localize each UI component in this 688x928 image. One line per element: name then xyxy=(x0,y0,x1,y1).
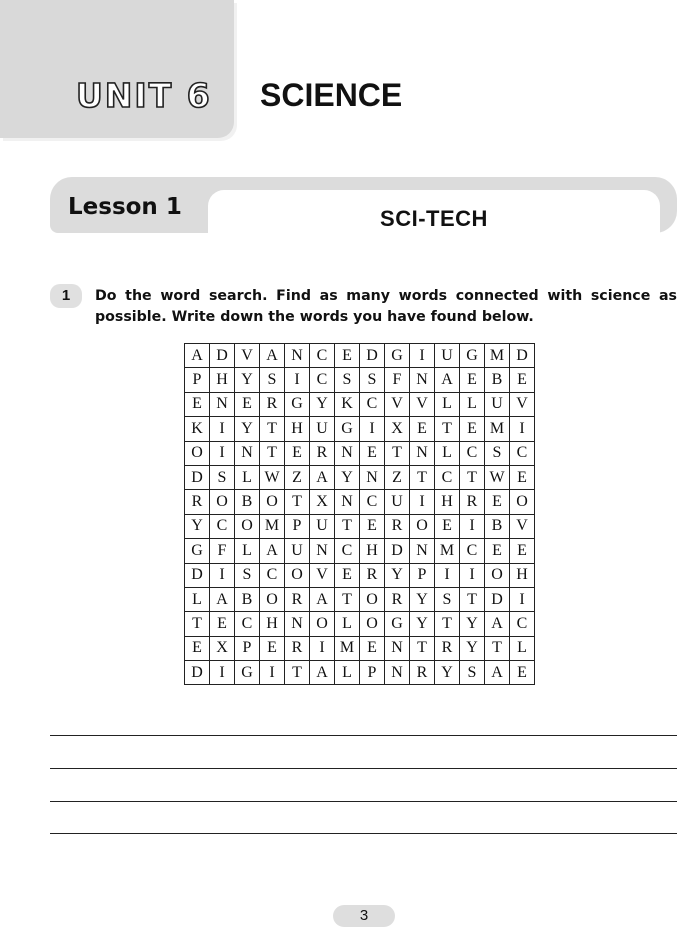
grid-letter[interactable]: V xyxy=(310,563,335,587)
grid-letter[interactable]: O xyxy=(285,563,310,587)
grid-row xyxy=(185,368,535,392)
grid-letter[interactable]: R xyxy=(260,392,285,416)
grid-letter[interactable]: I xyxy=(210,441,235,465)
grid-letter[interactable]: B xyxy=(485,514,510,538)
grid-row xyxy=(185,344,535,368)
grid-letter[interactable]: Y xyxy=(185,514,210,538)
grid-letter[interactable]: N xyxy=(235,441,260,465)
grid-letter[interactable]: T xyxy=(410,465,435,489)
grid-letter[interactable]: X xyxy=(385,417,410,441)
grid-letter[interactable]: L xyxy=(235,539,260,563)
grid-letter[interactable]: L xyxy=(335,612,360,636)
grid-letter[interactable]: Z xyxy=(385,465,410,489)
grid-letter[interactable]: V xyxy=(510,392,535,416)
grid-letter[interactable]: E xyxy=(460,417,485,441)
grid-letter[interactable]: E xyxy=(185,636,210,660)
grid-letter[interactable]: T xyxy=(335,514,360,538)
grid-letter[interactable]: T xyxy=(410,636,435,660)
grid-letter[interactable]: R xyxy=(360,563,385,587)
grid-letter[interactable]: U xyxy=(435,344,460,368)
grid-letter[interactable]: L xyxy=(460,392,485,416)
grid-letter[interactable]: L xyxy=(185,587,210,611)
grid-letter[interactable]: U xyxy=(310,417,335,441)
grid-row xyxy=(185,539,535,563)
grid-letter[interactable]: V xyxy=(385,392,410,416)
grid-row xyxy=(185,587,535,611)
grid-letter[interactable]: B xyxy=(235,587,260,611)
grid-letter[interactable]: U xyxy=(310,514,335,538)
grid-letter[interactable]: I xyxy=(360,417,385,441)
grid-letter[interactable]: I xyxy=(310,636,335,660)
grid-row xyxy=(185,465,535,489)
grid-letter[interactable]: E xyxy=(510,465,535,489)
grid-letter[interactable]: C xyxy=(235,612,260,636)
grid-letter[interactable]: T xyxy=(335,587,360,611)
exercise-number: 1 xyxy=(50,284,82,308)
answer-line[interactable] xyxy=(50,768,677,769)
grid-letter[interactable]: V xyxy=(510,514,535,538)
grid-letter[interactable]: N xyxy=(385,661,410,685)
grid-letter[interactable]: R xyxy=(460,490,485,514)
grid-letter[interactable]: P xyxy=(285,514,310,538)
grid-letter[interactable]: A xyxy=(185,344,210,368)
grid-letter[interactable]: O xyxy=(260,587,285,611)
grid-letter[interactable]: L xyxy=(435,441,460,465)
grid-letter[interactable]: H xyxy=(360,539,385,563)
grid-letter[interactable]: D xyxy=(510,344,535,368)
grid-letter[interactable]: S xyxy=(360,368,385,392)
grid-letter[interactable]: Z xyxy=(285,465,310,489)
grid-letter[interactable]: M xyxy=(485,344,510,368)
grid-letter[interactable]: I xyxy=(410,490,435,514)
unit-tab xyxy=(0,0,234,138)
grid-letter[interactable]: O xyxy=(410,514,435,538)
grid-letter[interactable]: W xyxy=(260,465,285,489)
grid-letter[interactable]: O xyxy=(485,563,510,587)
grid-letter[interactable]: Y xyxy=(460,636,485,660)
grid-letter[interactable]: I xyxy=(210,563,235,587)
grid-letter[interactable]: H xyxy=(285,417,310,441)
grid-letter[interactable]: D xyxy=(385,539,410,563)
grid-letter[interactable]: Y xyxy=(235,417,260,441)
grid-letter[interactable]: Y xyxy=(385,563,410,587)
grid-letter[interactable]: S xyxy=(435,587,460,611)
grid-letter[interactable]: G xyxy=(385,612,410,636)
word-search-grid xyxy=(184,343,535,685)
unit-subject: SCIENCE xyxy=(260,77,403,113)
grid-letter[interactable]: R xyxy=(310,441,335,465)
grid-letter[interactable]: C xyxy=(360,392,385,416)
grid-letter[interactable]: B xyxy=(485,368,510,392)
grid-row xyxy=(185,392,535,416)
grid-letter[interactable]: C xyxy=(510,612,535,636)
grid-letter[interactable]: E xyxy=(285,441,310,465)
grid-letter[interactable]: E xyxy=(510,539,535,563)
grid-letter[interactable]: E xyxy=(485,539,510,563)
grid-letter[interactable]: P xyxy=(360,661,385,685)
grid-letter[interactable]: Y xyxy=(335,465,360,489)
grid-letter[interactable]: Y xyxy=(435,661,460,685)
grid-letter[interactable]: F xyxy=(385,368,410,392)
grid-letter[interactable]: Y xyxy=(235,368,260,392)
grid-row xyxy=(185,490,535,514)
page-number: 3 xyxy=(333,905,395,927)
grid-letter[interactable]: H xyxy=(510,563,535,587)
grid-letter[interactable]: T xyxy=(385,441,410,465)
grid-letter[interactable]: O xyxy=(235,514,260,538)
grid-letter[interactable]: K xyxy=(185,417,210,441)
grid-letter[interactable]: N xyxy=(210,392,235,416)
grid-letter[interactable]: U xyxy=(485,392,510,416)
grid-letter[interactable]: R xyxy=(435,636,460,660)
grid-letter[interactable]: F xyxy=(210,539,235,563)
grid-letter[interactable]: I xyxy=(510,417,535,441)
grid-letter[interactable]: I xyxy=(285,368,310,392)
grid-letter[interactable]: X xyxy=(310,490,335,514)
grid-letter[interactable]: U xyxy=(285,539,310,563)
grid-letter[interactable]: O xyxy=(260,490,285,514)
grid-letter[interactable]: P xyxy=(185,368,210,392)
grid-letter[interactable]: H xyxy=(435,490,460,514)
grid-letter[interactable]: H xyxy=(260,612,285,636)
grid-letter[interactable]: T xyxy=(460,465,485,489)
grid-letter[interactable]: G xyxy=(185,539,210,563)
grid-letter[interactable]: G xyxy=(460,344,485,368)
grid-row xyxy=(185,514,535,538)
answer-line[interactable] xyxy=(50,801,677,802)
grid-letter[interactable]: I xyxy=(210,661,235,685)
grid-letter[interactable]: Y xyxy=(410,612,435,636)
grid-letter[interactable]: R xyxy=(285,636,310,660)
grid-letter[interactable]: A xyxy=(435,368,460,392)
grid-letter[interactable]: S xyxy=(210,465,235,489)
grid-letter[interactable]: R xyxy=(385,514,410,538)
grid-letter[interactable]: O xyxy=(360,587,385,611)
grid-letter[interactable]: G xyxy=(285,392,310,416)
grid-letter[interactable]: T xyxy=(260,441,285,465)
grid-row xyxy=(185,612,535,636)
grid-letter[interactable]: T xyxy=(285,490,310,514)
grid-letter[interactable]: A xyxy=(210,587,235,611)
grid-letter[interactable]: C xyxy=(310,344,335,368)
grid-letter[interactable]: A xyxy=(485,612,510,636)
grid-letter[interactable]: N xyxy=(285,344,310,368)
grid-letter[interactable]: X xyxy=(210,636,235,660)
grid-letter[interactable]: D xyxy=(360,344,385,368)
grid-letter[interactable]: E xyxy=(460,368,485,392)
grid-letter[interactable]: N xyxy=(335,441,360,465)
grid-letter[interactable]: M xyxy=(260,514,285,538)
grid-letter[interactable]: T xyxy=(485,636,510,660)
grid-letter[interactable]: D xyxy=(185,661,210,685)
grid-letter[interactable]: L xyxy=(510,636,535,660)
grid-letter[interactable]: N xyxy=(285,612,310,636)
grid-letter[interactable]: A xyxy=(260,539,285,563)
grid-letter[interactable]: N xyxy=(410,368,435,392)
grid-letter[interactable]: D xyxy=(185,563,210,587)
grid-letter[interactable]: R xyxy=(410,661,435,685)
grid-letter[interactable]: E xyxy=(235,392,260,416)
grid-letter[interactable]: U xyxy=(385,490,410,514)
grid-letter[interactable]: L xyxy=(435,392,460,416)
grid-letter[interactable]: I xyxy=(210,417,235,441)
unit-title: UNIT 6 xyxy=(76,76,212,115)
grid-letter[interactable]: R xyxy=(385,587,410,611)
grid-letter[interactable]: O xyxy=(185,441,210,465)
grid-letter[interactable]: T xyxy=(185,612,210,636)
grid-letter[interactable]: S xyxy=(485,441,510,465)
grid-letter[interactable]: D xyxy=(185,465,210,489)
grid-letter[interactable]: A xyxy=(310,661,335,685)
answer-line[interactable] xyxy=(50,735,677,736)
grid-letter[interactable]: O xyxy=(510,490,535,514)
grid-letter[interactable]: S xyxy=(460,661,485,685)
grid-letter[interactable]: E xyxy=(510,368,535,392)
grid-letter[interactable]: A xyxy=(485,661,510,685)
grid-letter[interactable]: V xyxy=(235,344,260,368)
grid-letter[interactable]: S xyxy=(260,368,285,392)
grid-letter[interactable]: E xyxy=(485,490,510,514)
grid-letter[interactable]: R xyxy=(285,587,310,611)
grid-row xyxy=(185,441,535,465)
grid-letter[interactable]: G xyxy=(385,344,410,368)
lesson-name: SCI-TECH xyxy=(380,206,488,231)
grid-letter[interactable]: S xyxy=(335,368,360,392)
grid-letter[interactable]: B xyxy=(235,490,260,514)
grid-letter[interactable]: C xyxy=(310,368,335,392)
grid-letter[interactable]: E xyxy=(335,344,360,368)
lesson-label: Lesson 1 xyxy=(68,194,182,220)
grid-letter[interactable]: P xyxy=(410,563,435,587)
grid-letter[interactable]: E xyxy=(360,636,385,660)
grid-letter[interactable]: W xyxy=(485,465,510,489)
grid-letter[interactable]: N xyxy=(385,636,410,660)
grid-letter[interactable]: C xyxy=(260,563,285,587)
grid-letter[interactable]: E xyxy=(210,612,235,636)
grid-letter[interactable]: I xyxy=(435,563,460,587)
grid-row xyxy=(185,636,535,660)
answer-line[interactable] xyxy=(50,833,677,834)
grid-letter[interactable]: C xyxy=(335,539,360,563)
grid-letter[interactable]: E xyxy=(435,514,460,538)
grid-letter[interactable]: Y xyxy=(310,392,335,416)
grid-letter[interactable]: N xyxy=(310,539,335,563)
grid-letter[interactable]: A xyxy=(310,587,335,611)
grid-letter[interactable]: E xyxy=(185,392,210,416)
grid-letter[interactable]: E xyxy=(335,563,360,587)
grid-letter[interactable]: G xyxy=(235,661,260,685)
grid-letter[interactable]: M xyxy=(335,636,360,660)
grid-letter[interactable]: A xyxy=(260,344,285,368)
grid-letter[interactable]: L xyxy=(335,661,360,685)
grid-letter[interactable]: E xyxy=(360,514,385,538)
grid-letter[interactable]: I xyxy=(260,661,285,685)
grid-letter[interactable]: P xyxy=(235,636,260,660)
grid-letter[interactable]: K xyxy=(335,392,360,416)
grid-letter[interactable]: C xyxy=(460,539,485,563)
grid-letter[interactable]: E xyxy=(360,441,385,465)
grid-letter[interactable]: T xyxy=(260,417,285,441)
grid-letter[interactable]: O xyxy=(360,612,385,636)
grid-letter[interactable]: A xyxy=(310,465,335,489)
grid-letter[interactable]: E xyxy=(410,417,435,441)
grid-letter[interactable]: N xyxy=(335,490,360,514)
grid-letter[interactable]: T xyxy=(435,612,460,636)
grid-letter[interactable]: R xyxy=(185,490,210,514)
grid-letter[interactable]: I xyxy=(510,587,535,611)
grid-letter[interactable]: I xyxy=(460,514,485,538)
grid-letter[interactable]: T xyxy=(285,661,310,685)
grid-letter[interactable]: Y xyxy=(460,612,485,636)
grid-letter[interactable]: I xyxy=(460,563,485,587)
grid-letter[interactable]: G xyxy=(335,417,360,441)
grid-letter[interactable]: S xyxy=(235,563,260,587)
grid-letter[interactable]: M xyxy=(435,539,460,563)
grid-letter[interactable]: L xyxy=(235,465,260,489)
grid-letter[interactable]: O xyxy=(310,612,335,636)
grid-row xyxy=(185,563,535,587)
grid-letter[interactable]: T xyxy=(460,587,485,611)
grid-row xyxy=(185,417,535,441)
grid-letter[interactable]: T xyxy=(435,417,460,441)
grid-row xyxy=(185,661,535,685)
grid-letter[interactable]: V xyxy=(410,392,435,416)
grid-letter[interactable]: D xyxy=(210,344,235,368)
grid-letter[interactable]: Y xyxy=(410,587,435,611)
grid-letter[interactable]: C xyxy=(510,441,535,465)
grid-letter[interactable]: E xyxy=(260,636,285,660)
grid-letter[interactable]: H xyxy=(210,368,235,392)
grid-letter[interactable]: N xyxy=(410,441,435,465)
grid-letter[interactable]: N xyxy=(410,539,435,563)
grid-letter[interactable]: C xyxy=(460,441,485,465)
grid-letter[interactable]: D xyxy=(485,587,510,611)
grid-letter[interactable]: O xyxy=(210,490,235,514)
grid-letter[interactable]: M xyxy=(485,417,510,441)
grid-letter[interactable]: C xyxy=(210,514,235,538)
grid-letter[interactable]: C xyxy=(360,490,385,514)
exercise-instruction: Do the word search. Find as many words connected with science as possible. Write down the words you have found below. xyxy=(95,288,677,325)
grid-letter[interactable]: I xyxy=(410,344,435,368)
grid-letter[interactable]: C xyxy=(435,465,460,489)
grid-letter[interactable]: E xyxy=(510,661,535,685)
grid-letter[interactable]: N xyxy=(360,465,385,489)
